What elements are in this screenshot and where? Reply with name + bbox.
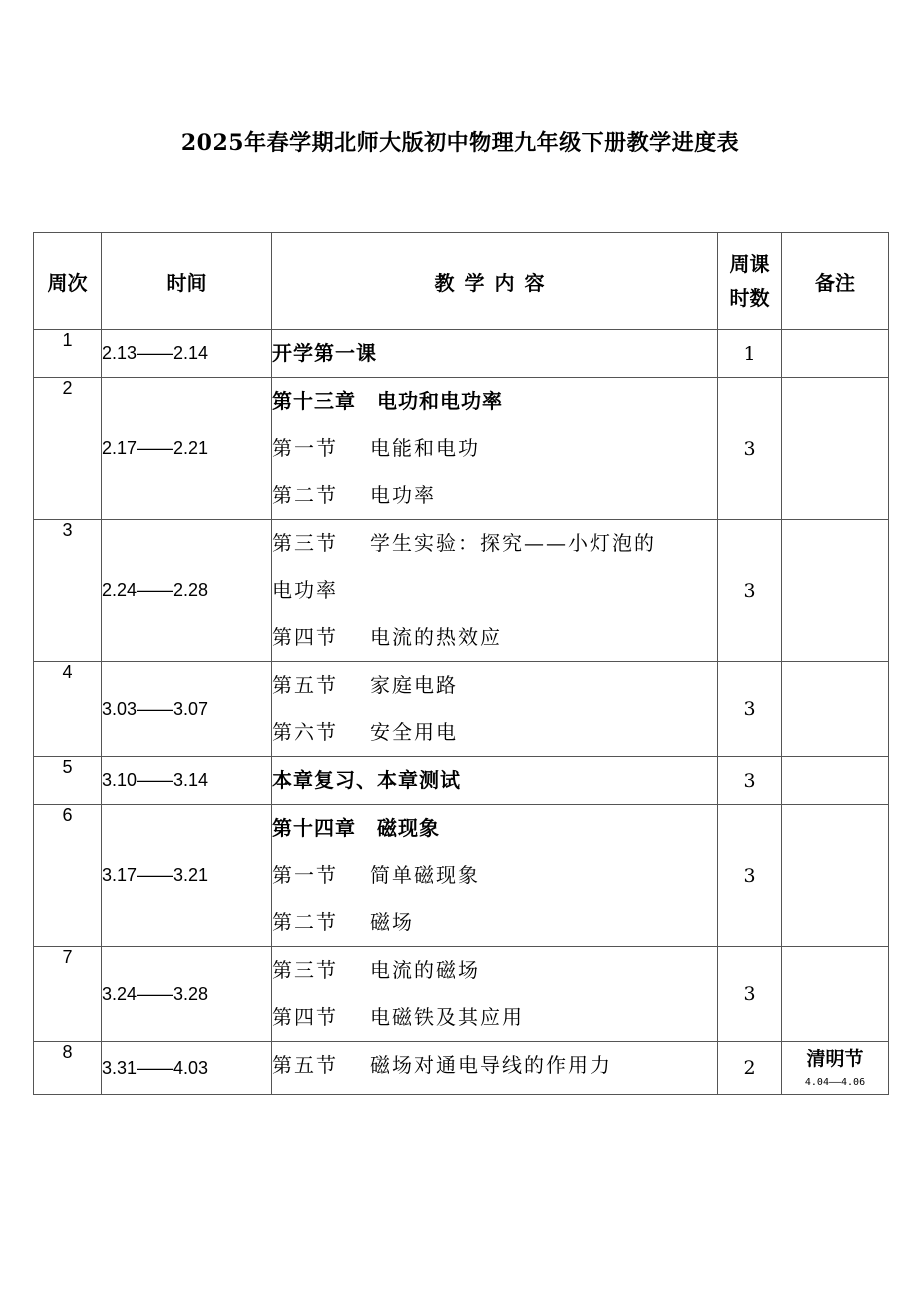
section-line — [272, 662, 717, 709]
hours-cell: 3 — [718, 662, 782, 757]
time-cell: 2.24——2.28 — [102, 520, 272, 662]
table-row — [34, 520, 889, 662]
week-cell: 4 — [34, 662, 102, 757]
week-cell: 2 — [34, 378, 102, 520]
header-note: 备注 — [782, 233, 889, 330]
table-row — [34, 662, 889, 757]
header-content: 教学内容 — [272, 233, 718, 330]
time-cell: 3.10——3.14 — [102, 757, 272, 805]
hours-cell: 3 — [718, 757, 782, 805]
section-line — [272, 472, 717, 519]
section-number: 第一节 — [272, 863, 338, 887]
time-cell: 3.31——4.03 — [102, 1042, 272, 1095]
table-body — [34, 330, 889, 1095]
section-number: 第五节 — [272, 1053, 338, 1077]
time-cell: 2.13——2.14 — [102, 330, 272, 378]
hours-cell: 3 — [718, 378, 782, 520]
section-number: 第三节 — [272, 531, 338, 555]
section-title: 电能和电功 — [370, 436, 480, 460]
section-number: 第二节 — [272, 483, 338, 507]
note-cell — [782, 378, 889, 520]
hours-cell: 3 — [718, 947, 782, 1042]
week-cell: 1 — [34, 330, 102, 378]
time-cell: 3.17——3.21 — [102, 805, 272, 947]
week-cell: 3 — [34, 520, 102, 662]
table-row — [34, 378, 889, 520]
hours-cell: 1 — [718, 330, 782, 378]
table-row — [34, 805, 889, 947]
table-row — [34, 757, 889, 805]
note-cell — [782, 757, 889, 805]
section-line — [272, 947, 717, 994]
content-cell — [272, 662, 718, 757]
header-hours — [718, 233, 782, 330]
note-cell — [782, 1042, 889, 1095]
content-cell — [272, 378, 718, 520]
table-row — [34, 1042, 889, 1095]
chapter-line: 第十三章 电功和电功率 — [272, 389, 503, 413]
hours-cell: 2 — [718, 1042, 782, 1095]
note-cell — [782, 662, 889, 757]
schedule-table — [33, 232, 889, 1095]
week-cell: 6 — [34, 805, 102, 947]
section-title: 电功率 — [370, 483, 436, 507]
section-line — [272, 709, 717, 756]
section-number: 第三节 — [272, 958, 338, 982]
section-line — [272, 614, 717, 661]
content-cell — [272, 1042, 718, 1095]
chapter-line: 本章复习、本章测试 — [272, 768, 461, 792]
section-number: 第五节 — [272, 673, 338, 697]
table-row — [34, 947, 889, 1042]
header-week: 周次 — [34, 233, 102, 330]
section-line — [272, 520, 717, 567]
week-cell: 7 — [34, 947, 102, 1042]
hours-cell: 3 — [718, 520, 782, 662]
section-title: 安全用电 — [370, 720, 458, 744]
section-title: 学生实验：探究——小灯泡的 — [370, 531, 656, 555]
content-cell — [272, 520, 718, 662]
section-title: 磁场 — [370, 910, 414, 934]
week-cell: 8 — [34, 1042, 102, 1095]
header-time: 时间 — [102, 233, 272, 330]
section-line — [272, 852, 717, 899]
section-title: 电流的磁场 — [370, 958, 480, 982]
content-cell — [272, 330, 718, 378]
note-cell — [782, 947, 889, 1042]
holiday-name: 清明节 — [806, 1048, 864, 1070]
time-cell: 3.03——3.07 — [102, 662, 272, 757]
content-cell — [272, 805, 718, 947]
section-number: 第一节 — [272, 436, 338, 460]
content-cell — [272, 947, 718, 1042]
time-cell: 2.17——2.21 — [102, 378, 272, 520]
section-number: 第四节 — [272, 625, 338, 649]
note-cell — [782, 520, 889, 662]
hours-cell: 3 — [718, 805, 782, 947]
table-row — [34, 330, 889, 378]
header-hours-line2: 时数 — [729, 286, 770, 310]
section-title: 电流的热效应 — [370, 625, 502, 649]
time-cell: 3.24——3.28 — [102, 947, 272, 1042]
section-number: 第四节 — [272, 1005, 338, 1029]
section-title: 电磁铁及其应用 — [370, 1005, 524, 1029]
section-title: 磁场对通电导线的作用力 — [370, 1053, 612, 1077]
section-line — [272, 425, 717, 472]
section-line — [272, 994, 717, 1041]
section-title: 简单磁现象 — [370, 863, 480, 887]
note-cell — [782, 330, 889, 378]
holiday-dates: 4.04——4.06 — [804, 1077, 866, 1088]
section-number: 第六节 — [272, 720, 338, 744]
section-line — [272, 1042, 717, 1089]
note-cell — [782, 805, 889, 947]
section-title: 家庭电路 — [370, 673, 458, 697]
content-cell — [272, 757, 718, 805]
page-title: 2025年春学期北师大版初中物理九年级下册教学进度表 — [180, 130, 740, 156]
table-header-row — [34, 233, 889, 330]
section-line — [272, 899, 717, 946]
content-line: 电功率 — [272, 578, 338, 602]
week-cell: 5 — [34, 757, 102, 805]
chapter-line: 第十四章 磁现象 — [272, 816, 440, 840]
section-number: 第二节 — [272, 910, 338, 934]
chapter-line: 开学第一课 — [272, 341, 377, 365]
header-hours-line1: 周课 — [729, 252, 770, 276]
